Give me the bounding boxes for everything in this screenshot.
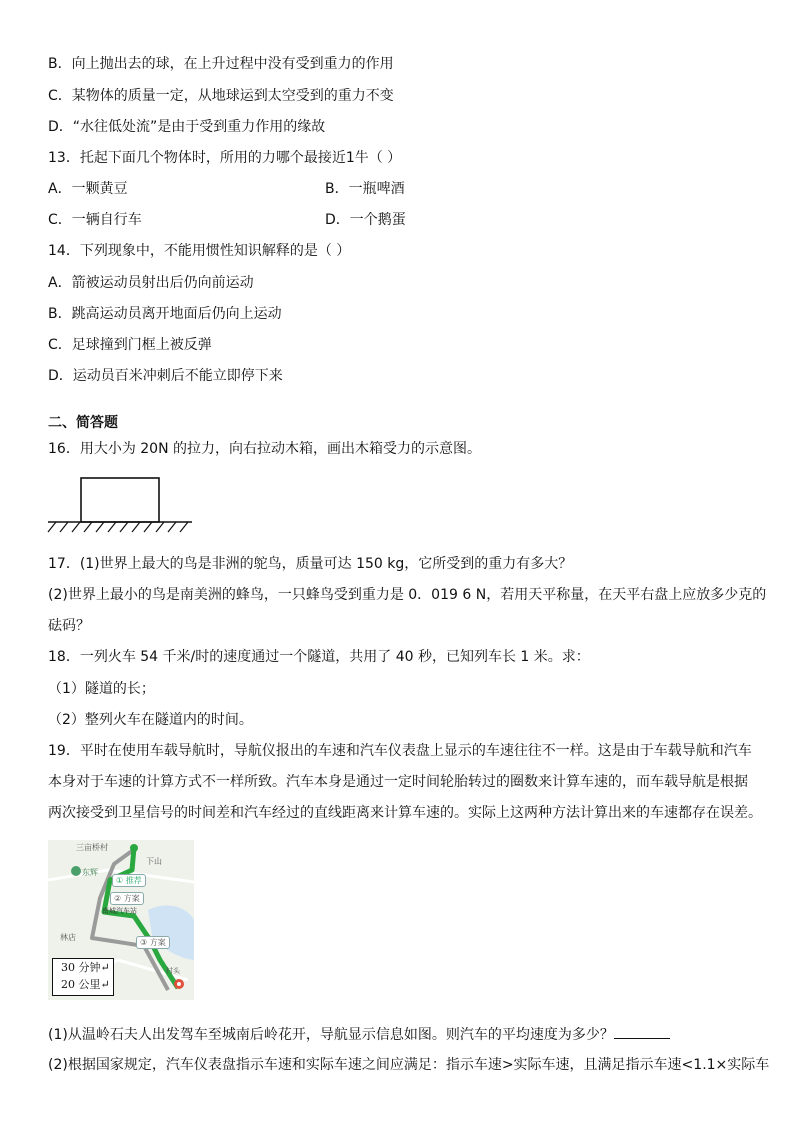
q14-option-c: C．足球撞到门框上被反弹	[48, 337, 212, 353]
map-label-top: 三亩桥村	[76, 843, 108, 852]
q16-stem: 16．用大小为 20N 的拉力，向右拉动木箱，画出木箱受力的示意图。	[48, 441, 482, 457]
q19-line1: 19．平时在使用车载导航时，导航仪报出的车速和汽车仪表盘上显示的车速往往不一样。这是由于车载导航和汽车	[48, 743, 752, 759]
q17-part2-line2: 砝码？	[48, 618, 90, 634]
map-label-left: 东辉	[82, 868, 98, 877]
q18-stem: 18．一列火车 54 千米/时的速度通过一个隧道，共用了 40 秒，已知列车长 1 米。求：	[48, 649, 590, 665]
q14-option-a: A．箭被运动员射出后仍向前运动	[48, 275, 254, 291]
q17-part2-line1: (2)世界上最小的鸟是南美洲的蜂鸟，一只蜂鸟受到重力是 0．019 6 N，若用天平称量，在天平右盘上应放多少克的	[48, 587, 767, 603]
map-label-bottom: 林店	[60, 933, 76, 942]
poi-icon	[71, 866, 81, 876]
q13-option-b: B．一瓶啤酒	[325, 181, 405, 197]
q12-option-d: D．“水往低处流”是由于受到重力作用的缘故	[48, 119, 326, 135]
travel-distance: 20 公里↵	[61, 978, 110, 991]
route-info-box	[52, 958, 114, 996]
map-label-mid: 南城汽车站	[102, 907, 137, 915]
q14-stem: 14．下列现象中，不能用惯性知识解释的是（ ）	[48, 243, 351, 259]
q12-option-c: C．某物体的质量一定，从地球运到太空受到的重力不变	[48, 88, 394, 104]
q19-line3: 两次接受到卫星信号的时间差和汽车经过的直线距离来计算车速的。实际上这两种方法计算出来的车速都存在误差。	[48, 805, 762, 821]
navigation-map	[48, 840, 194, 1000]
section-title: 二、简答题	[48, 415, 118, 431]
q18-sub2: （2）整列火车在隧道内的时间。	[48, 712, 253, 728]
wooden-box	[81, 478, 159, 522]
q13-option-d: D．一个鹅蛋	[325, 212, 406, 228]
q13-stem: 13．托起下面几个物体时，所用的力哪个最接近1牛（ ）	[48, 150, 402, 166]
q19-sub1: (1)从温岭石夫人出发驾车至城南后岭花开，导航显示信息如图。则汽车的平均速度为多少？	[48, 1024, 670, 1045]
route-2-tag: ② 方案	[110, 892, 144, 905]
q13-option-c: C．一辆自行车	[48, 212, 142, 228]
q14-option-d: D．运动员百米冲刺后不能立即停下来	[48, 368, 283, 384]
q18-sub1: （1）隧道的长；	[48, 681, 155, 697]
route-3-tag: ③ 方案	[136, 936, 170, 949]
travel-time: 30 分钟↵	[61, 961, 110, 974]
q17-part1: 17．(1)世界上最大的鸟是非洲的鸵鸟，质量可达 150 kg，它所受到的重力有多大？	[48, 556, 573, 572]
answer-blank[interactable]	[614, 1024, 670, 1039]
ground-hatching	[48, 522, 188, 532]
start-marker-icon	[130, 844, 138, 852]
q19-line2: 本身对于车速的计算方式不一样所致。汽车本身是通过一定时间轮胎转过的圈数来计算车速的，而车载导航是根据	[48, 774, 748, 790]
q14-option-b: B．跳高运动员离开地面后仍向上运动	[48, 306, 282, 322]
map-label-end: 村头	[166, 967, 180, 975]
box-on-ground-figure	[46, 474, 196, 536]
q19-sub2: (2)根据国家规定，汽车仪表盘指示车速和实际车速之间应满足：指示车速>实际车速，且满足指示车速<1.1×实际车	[48, 1057, 770, 1073]
map-label-town: 下山	[146, 857, 162, 866]
q12-option-b: B．向上抛出去的球，在上升过程中没有受到重力的作用	[48, 56, 394, 72]
q13-option-a: A．一颗黄豆	[48, 181, 128, 197]
route-1-tag: ① 推荐	[112, 874, 146, 887]
